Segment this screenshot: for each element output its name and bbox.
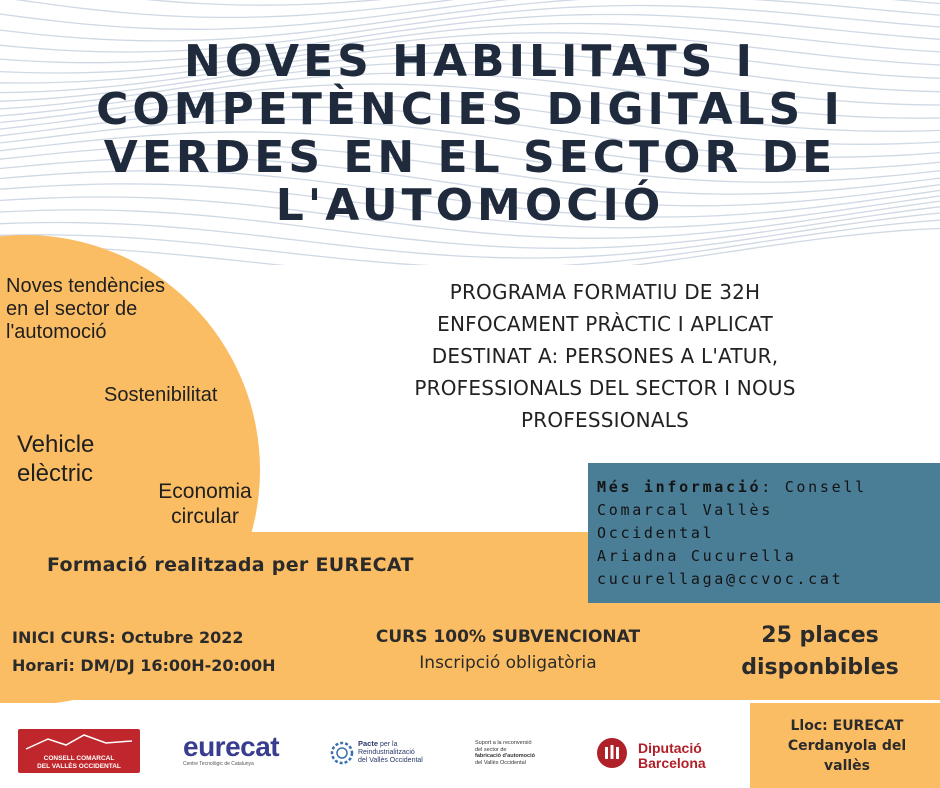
eurecat-tagline: Centre Tecnològic de Catalunya: [183, 761, 254, 767]
ccvoc-logo-line-1: CONSELL COMARCAL: [43, 755, 115, 762]
program-description: [350, 276, 860, 436]
made-by-text: Formació realitzada per EURECAT: [47, 554, 414, 576]
topic-economia: [140, 479, 270, 529]
location-text: [758, 716, 936, 776]
info-email-link[interactable]: cucurellaga@ccvoc.cat: [597, 570, 844, 588]
info-label: Més informació: [597, 478, 762, 496]
info-line-2: Comarcal Vallès: [597, 501, 773, 519]
title-line-3: VERDES EN EL SECTOR DE: [103, 132, 837, 183]
topic-economia-line-2: circular: [171, 505, 239, 528]
topic-tendencies-line-2: en el sector de: [6, 298, 138, 320]
program-line-1: PROGRAMA FORMATIU DE 32H: [449, 280, 761, 304]
topic-vehicle: [17, 430, 117, 488]
pacte-logo: [330, 738, 450, 768]
suport-line-1: Suport a la reconversió: [475, 740, 532, 746]
ccvoc-logo: [18, 729, 140, 773]
topic-sostenibilitat: Sostenibilitat: [104, 384, 218, 406]
topic-tendencies: [6, 275, 206, 344]
course-schedule: Horari: DM/DJ 16:00H-20:00H: [12, 656, 276, 675]
location-line-2: Cerdanyola del: [787, 738, 907, 754]
diputacio-text: [638, 741, 706, 771]
contact-info: [597, 476, 937, 591]
wave-line: [0, 229, 940, 266]
ccvoc-logo-line-2: DEL VALLÈS OCCIDENTAL: [37, 763, 121, 770]
course-subsidy-title: CURS 100% SUBVENCIONAT: [375, 627, 641, 647]
info-line-1: [597, 476, 937, 499]
pacte-line-1: Pacte: [358, 739, 379, 748]
diputacio-logo: [597, 738, 737, 780]
course-places-line-2: disponbibles: [741, 655, 899, 680]
gear-icon: [330, 741, 354, 765]
program-line-4: PROFESSIONALS DEL SECTOR I NOUS: [414, 376, 796, 400]
course-start: INICI CURS: Octubre 2022: [12, 628, 244, 647]
program-line-3: DESTINAT A: PERSONES A L'ATUR,: [431, 344, 779, 368]
diputacio-line-2: Barcelona: [638, 755, 706, 771]
info-line-1-rest: : Consell: [761, 478, 867, 496]
title-line-2: COMPETÈNCIES DIGITALS I: [96, 84, 844, 135]
title-line-4: L'AUTOMOCIÓ: [275, 180, 665, 231]
title-line-1: NOVES HABILITATS I: [184, 36, 756, 87]
eurecat-wordmark: eurecat: [183, 731, 280, 762]
course-subsidy: [338, 624, 678, 676]
location-line-1: Lloc: EURECAT: [790, 718, 904, 734]
suport-line-3: fabricació d'automoció: [475, 753, 535, 759]
topic-tendencies-line-1: Noves tendències: [6, 275, 165, 297]
topic-vehicle-line-2: elèctric: [17, 460, 94, 487]
topic-tendencies-line-3: l'automoció: [6, 321, 107, 343]
info-line-3: Occidental: [597, 524, 715, 542]
topic-economia-line-1: Economia: [158, 480, 252, 503]
diputacio-line-1: Diputació: [638, 740, 702, 756]
eurecat-logo: [183, 733, 283, 773]
location-line-3: vallès: [824, 758, 870, 774]
course-dates: [12, 624, 276, 680]
program-line-5: PROFESSIONALS: [521, 408, 689, 432]
program-line-2: ENFOCAMENT PRÀCTIC I APLICAT: [437, 312, 773, 336]
course-places-line-1: 25 places: [761, 623, 879, 648]
suport-line-2: del sector de: [475, 746, 507, 753]
pacte-text: [358, 740, 423, 765]
diputacio-seal-icon: [597, 738, 627, 768]
page-title: [40, 38, 900, 230]
course-places: [720, 620, 920, 684]
pacte-line-1b: per la: [379, 741, 398, 748]
pacte-line-2: Reindustrialització: [358, 749, 415, 756]
pacte-line-3: del Vallès Occidental: [358, 757, 423, 764]
suport-logo: [475, 740, 565, 776]
suport-line-4: del Vallès Occidental: [475, 759, 526, 766]
topic-vehicle-line-1: Vehicle: [17, 431, 95, 458]
course-registration: Inscripció obligatòria: [419, 653, 597, 673]
info-contact-name: Ariadna Cucurella: [597, 547, 797, 565]
